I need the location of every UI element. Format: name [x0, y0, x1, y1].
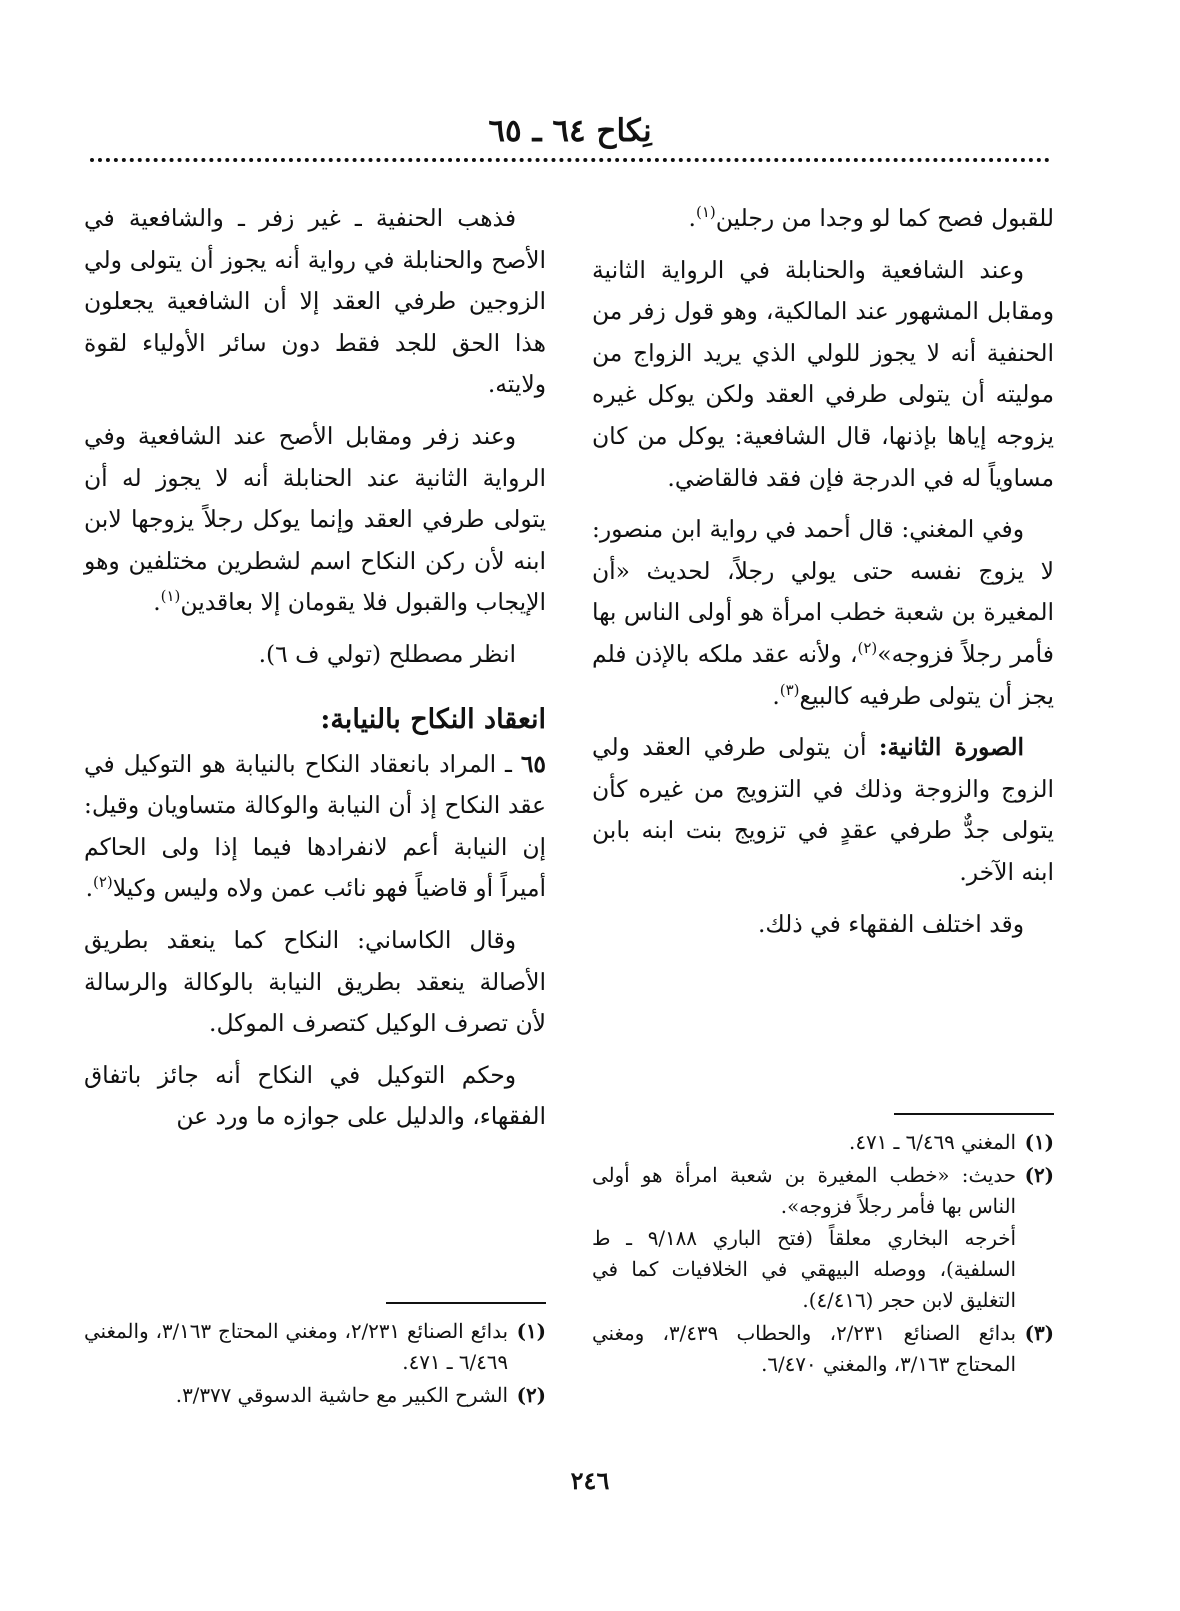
footnote — [592, 1127, 1054, 1158]
footnote — [84, 1380, 546, 1411]
footnote-text — [84, 1316, 508, 1378]
paragraph — [592, 727, 1054, 893]
running-header — [90, 108, 1050, 168]
footnote-rule — [386, 1302, 546, 1304]
header-dotted-rule — [90, 158, 1050, 162]
paragraph: وقال الكاساني: النكاح كما ينعقد بطريق الأصالة ينعقد بطريق النيابة بالوكالة والرسالة لأن تصرف الوكيل كتصرف الموكل. — [84, 925, 546, 1038]
paragraph-end: . — [688, 204, 696, 232]
paragraph-text: ـ المراد بانعقاد النكاح بالنيابة هو التوكيل في عقد النكاح إذ أن النيابة والوكالة متساويان وقيل: إن النيابة أعم لانفرادها فيما إذا ولى الحاكم أميراً أو قاضياً فهو نائب عمن ولاه وليس وكيلا — [84, 749, 546, 903]
footnote-line: بدائع الصنائع ٢/٢٣١، والحطاب ٣/٤٣٩، ومغني المحتاج ٣/١٦٣، والمغني ٦/٤٧٠. — [592, 1322, 1017, 1377]
footnote — [592, 1160, 1054, 1316]
paragraph-text: وفي المغني: قال أحمد في رواية ابن منصور: لا يزوج نفسه حتى يولي رجلاً، لحديث «أن المغيرة بن شعبة خطب امرأة هو أولى الناس بها فأمر رجلاً فزوجه» — [592, 515, 1054, 668]
footnote — [84, 1316, 546, 1378]
header-title: نِكاح ٦٤ ـ ٦٥ — [488, 113, 652, 149]
footnote-line: أخرجه البخاري معلقاً (فتح الباري ٩/١٨٨ ـ ط السلفية)، ووصله البيهقي في الخلافيات كما في التغليق لابن حجر (٤/٤١٦). — [592, 1226, 1016, 1313]
right-footnotes — [592, 1113, 1054, 1383]
footnote-ref: (١) — [160, 587, 181, 606]
footnote-ref: (١) — [695, 203, 716, 222]
paragraph: انظر مصطلح (تولي ف ٦). — [258, 639, 516, 668]
left-column — [84, 198, 546, 1148]
paragraph — [592, 509, 1054, 717]
paragraph-end: . — [153, 588, 161, 617]
footnote-text — [592, 1160, 1016, 1316]
paragraph: وقد اختلف الفقهاء في ذلك. — [757, 909, 1024, 938]
footnote-rule — [894, 1113, 1054, 1115]
footnote — [592, 1318, 1054, 1380]
footnote-number: (٢) — [516, 1383, 546, 1408]
paragraph: وحكم التوكيل في النكاح أنه جائز باتفاق الفقهاء، والدليل على جوازه ما ورد عن — [84, 1060, 546, 1131]
paragraph-text: للقبول فصح كما لو وجدا من رجلين — [715, 204, 1054, 232]
footnote-line: المغني ٦/٤٦٩ ـ ٤٧١. — [849, 1131, 1016, 1154]
paragraph: وعند الشافعية والحنابلة في الرواية الثانية ومقابل المشهور عند المالكية، وهو قول زفر من الحنفية أنه لا يجوز للولي الذي يريد الزواج من موليته أن يتولى طرفي العقد ولكن يوكل غيره يزوجه إياها بإذنها، قال الشافعية: يوكل من كان مساوياً له في الدرجة فإن فقد فالقاضي. — [592, 255, 1054, 492]
paragraph — [84, 744, 546, 910]
bold-lead-label: الصورة الثانية: — [878, 733, 1024, 762]
paragraph: فذهب الحنفية ـ غير زفر ـ والشافعية في الأصح والحنابلة في رواية أنه يجوز أن يتولى ولي الزوجين طرفي العقد إلا أن الشافعية يجعلون هذا الحق للجد فقط دون سائر الأولياء لقوة ولايته. — [84, 204, 546, 399]
paragraph-number: ٦٥ — [520, 749, 546, 778]
footnote-number: (٢) — [1024, 1163, 1054, 1188]
paragraph-text: ، ولأنه عقد ملكه بالإذن فلم يجز أن يتولى طرفيه كالبيع — [592, 639, 1054, 710]
footnote-line: الشرح الكبير مع حاشية الدسوقي ٣/٣٧٧. — [175, 1384, 508, 1408]
footnote-ref: (٢) — [93, 873, 113, 892]
section-heading: انعقاد النكاح بالنيابة: — [320, 703, 546, 735]
footnote-text — [592, 1127, 1016, 1158]
paragraph-end: . — [772, 681, 780, 710]
footnote-number: (١) — [1024, 1130, 1054, 1154]
footnote-ref: (٢) — [857, 639, 878, 658]
footnote-ref: (٣) — [779, 680, 800, 699]
page-number: ٢٤٦ — [570, 1466, 610, 1495]
footnote-text — [592, 1318, 1016, 1380]
left-footnotes — [84, 1302, 546, 1414]
paragraph — [592, 198, 1054, 240]
footnote-number: (١) — [516, 1319, 546, 1343]
footnote-number: (٣) — [1024, 1321, 1054, 1346]
right-column — [592, 198, 1054, 955]
footnote-line: بدائع الصنائع ٢/٢٣١، ومغني المحتاج ٣/١٦٣، والمغني ٦/٤٦٩ ـ ٤٧١. — [84, 1320, 509, 1375]
paragraph — [84, 416, 546, 624]
footnote-line: حديث: «خطب المغيرة بن شعبة امرأة هو أولى الناس بها فأمر رجلاً فزوجه». — [592, 1164, 1016, 1219]
footnote-text — [84, 1380, 508, 1411]
paragraph-end: . — [85, 874, 93, 903]
paragraph-text: أن يتولى طرفي العقد ولي الزوج والزوجة وذلك في التزويج من غيره كأن يتولى جدٌّ طرفي عقدٍ في تزويج بنت ابنه بابن ابنه الآخر. — [592, 733, 1054, 886]
paragraph-text: وعند زفر ومقابل الأصح عند الشافعية وفي الرواية الثانية عند الحنابلة أنه لا يجوز له أن يتولى طرفي العقد وإنما يوكل رجلاً يزوجها لابن ابنه لأن ركن النكاح اسم لشطرين مختلفين وهو الإيجاب والقبول فلا يقومان إلا بعاقدين — [84, 421, 546, 617]
